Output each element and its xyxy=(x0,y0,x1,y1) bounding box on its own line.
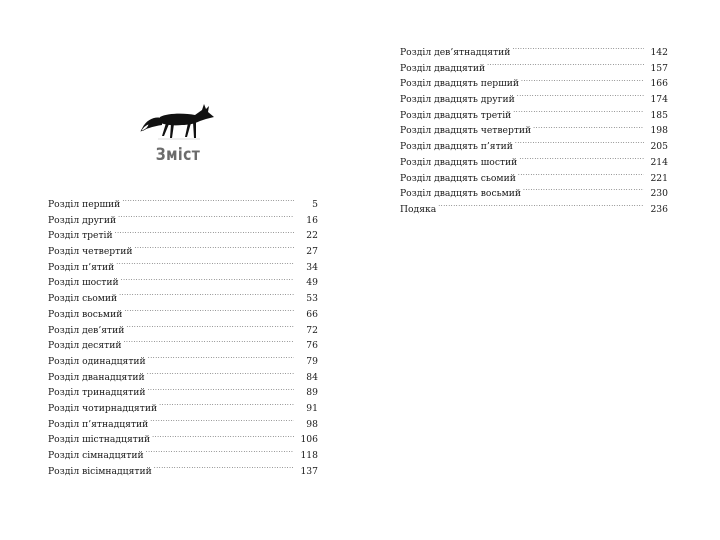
toc-leader-dots xyxy=(124,305,294,317)
toc-entry[interactable] xyxy=(48,321,318,337)
toc-entry-page: 84 xyxy=(306,371,318,383)
toc-heading: Зміст xyxy=(155,145,201,165)
toc-entry[interactable] xyxy=(48,446,318,462)
toc-entry[interactable] xyxy=(48,226,318,242)
toc-entry-page: 72 xyxy=(306,324,318,336)
toc-entry-title: Розділ третій xyxy=(48,230,113,242)
toc-entry-page: 89 xyxy=(306,387,318,399)
toc-entry-title: Розділ вісімнадцятий xyxy=(48,465,152,477)
toc-entry[interactable] xyxy=(400,74,668,90)
toc-entry[interactable] xyxy=(400,43,668,59)
toc-entry-title: Розділ шістнадцятий xyxy=(48,434,151,446)
toc-entry[interactable] xyxy=(48,258,318,274)
toc-entry-title: Розділ сьомий xyxy=(48,293,118,305)
toc-entry-page: 142 xyxy=(650,47,668,58)
toc-entry-page: 91 xyxy=(306,402,318,414)
toc-leader-dots xyxy=(438,200,644,212)
toc-entry[interactable] xyxy=(400,153,668,169)
toc-entry-title: Подяка xyxy=(400,203,437,215)
toc-entry-title: Розділ двадцять перший xyxy=(400,78,519,90)
toc-entry[interactable] xyxy=(400,200,668,216)
toc-entry-title: Розділ п’ятий xyxy=(48,261,115,273)
toc-entry-title: Розділ четвертий xyxy=(48,246,133,258)
toc-entry-page: 230 xyxy=(650,188,668,200)
toc-entry-title: Розділ одинадцятий xyxy=(48,355,146,367)
toc-leader-dots xyxy=(150,415,294,427)
toc-entry-title: Розділ п’ятнадцятий xyxy=(48,418,149,430)
toc-entry-page: 76 xyxy=(306,340,318,352)
toc-entry-title: Розділ двадцять третій xyxy=(400,109,512,121)
toc-entry-page: 34 xyxy=(306,261,318,273)
toc-entry-page: 157 xyxy=(650,62,668,74)
toc-entry[interactable] xyxy=(400,90,668,106)
toc-entry[interactable] xyxy=(48,415,318,431)
toc-entry[interactable] xyxy=(48,368,318,384)
toc-entry-page: 53 xyxy=(306,293,318,305)
toc-leader-dots xyxy=(523,184,644,196)
toc-entry-page: 174 xyxy=(650,94,668,106)
toc-leader-dots xyxy=(148,352,294,364)
toc-entry[interactable] xyxy=(400,137,668,153)
toc-entry-page: 49 xyxy=(306,277,318,289)
toc-entry-title: Розділ двадцять другий xyxy=(400,94,515,106)
toc-entry[interactable] xyxy=(400,184,668,200)
toc-entry-page: 205 xyxy=(650,141,668,153)
toc-leader-dots xyxy=(116,258,294,270)
toc-leader-dots xyxy=(147,383,294,395)
toc-entry-page: 22 xyxy=(306,230,318,242)
toc-leader-dots xyxy=(533,121,644,133)
toc-entry[interactable] xyxy=(400,59,668,75)
toc-leader-dots xyxy=(521,74,644,86)
toc-entry-page: 118 xyxy=(300,450,318,461)
toc-entry-title: Розділ двадцять четвертий xyxy=(400,125,532,137)
toc-entry-page: 16 xyxy=(306,214,318,226)
toc-entry[interactable] xyxy=(48,305,318,321)
toc-entry[interactable] xyxy=(400,169,668,185)
toc-entry[interactable] xyxy=(48,336,318,352)
toc-entry-page: 66 xyxy=(306,308,318,320)
toc-entry[interactable] xyxy=(48,352,318,368)
toc-list-left xyxy=(48,195,318,477)
toc-entry-title: Розділ сімнадцятий xyxy=(48,450,144,461)
toc-list-right xyxy=(400,43,668,216)
toc-entry-title: Розділ двадцять сьомий xyxy=(400,172,516,184)
right-page xyxy=(360,0,720,540)
toc-leader-dots xyxy=(146,446,294,458)
toc-leader-dots xyxy=(122,195,294,207)
toc-entry-page: 137 xyxy=(300,465,318,477)
toc-entry-title: Розділ восьмий xyxy=(48,308,123,320)
toc-leader-dots xyxy=(123,336,294,348)
toc-entry-title: Розділ перший xyxy=(48,199,121,210)
toc-entry-page: 185 xyxy=(650,109,668,121)
toc-leader-dots xyxy=(487,59,644,71)
toc-entry-page: 214 xyxy=(650,156,668,168)
toc-entry-page: 5 xyxy=(312,199,318,210)
toc-entry-title: Розділ чотирнадцятий xyxy=(48,402,158,414)
toc-entry-title: Розділ тринадцятий xyxy=(48,387,146,399)
toc-leader-dots xyxy=(518,169,644,181)
toc-entry-title: Розділ десятий xyxy=(48,340,122,352)
toc-entry-page: 236 xyxy=(650,203,668,215)
toc-entry-title: Розділ дев’ятнадцятий xyxy=(400,47,511,58)
toc-entry-page: 221 xyxy=(650,172,668,184)
toc-leader-dots xyxy=(115,226,294,238)
toc-leader-dots xyxy=(152,430,294,442)
toc-entry-page: 198 xyxy=(650,125,668,137)
toc-entry[interactable] xyxy=(48,195,318,211)
toc-entry-title: Розділ двадцять шостий xyxy=(400,156,518,168)
toc-leader-dots xyxy=(118,211,294,223)
toc-leader-dots xyxy=(147,368,294,380)
toc-entry[interactable] xyxy=(48,399,318,415)
toc-entry-page: 166 xyxy=(650,78,668,90)
toc-entry-title: Розділ другий xyxy=(48,214,117,226)
toc-entry-page: 98 xyxy=(306,418,318,430)
toc-leader-dots xyxy=(154,462,294,474)
toc-leader-dots xyxy=(519,153,644,165)
toc-entry-title: Розділ двадцятий xyxy=(400,62,486,74)
toc-entry-title: Розділ дев’ятий xyxy=(48,324,125,336)
fox-silhouette-icon xyxy=(140,100,216,144)
toc-entry-page: 27 xyxy=(306,246,318,258)
toc-entry[interactable] xyxy=(48,211,318,227)
toc-leader-dots xyxy=(135,242,295,254)
toc-leader-dots xyxy=(513,106,644,118)
toc-entry-title: Розділ двадцять восьмий xyxy=(400,188,521,200)
toc-entry-title: Розділ шостий xyxy=(48,277,119,289)
toc-entry-page: 79 xyxy=(306,355,318,367)
toc-leader-dots xyxy=(121,273,294,285)
toc-leader-dots xyxy=(159,399,294,411)
toc-entry[interactable] xyxy=(48,383,318,399)
toc-entry[interactable] xyxy=(48,242,318,258)
toc-leader-dots xyxy=(517,90,644,102)
toc-entry-page: 106 xyxy=(300,434,318,446)
toc-entry-title: Розділ дванадцятий xyxy=(48,371,145,383)
toc-leader-dots xyxy=(515,137,644,149)
toc-entry[interactable] xyxy=(48,462,318,478)
toc-leader-dots xyxy=(512,43,644,55)
toc-entry[interactable] xyxy=(400,121,668,137)
toc-entry[interactable] xyxy=(48,273,318,289)
toc-entry[interactable] xyxy=(48,289,318,305)
toc-entry-title: Розділ двадцять п’ятий xyxy=(400,141,513,153)
toc-entry[interactable] xyxy=(48,430,318,446)
toc-entry[interactable] xyxy=(400,106,668,122)
toc-leader-dots xyxy=(119,289,294,301)
toc-leader-dots xyxy=(126,321,294,333)
